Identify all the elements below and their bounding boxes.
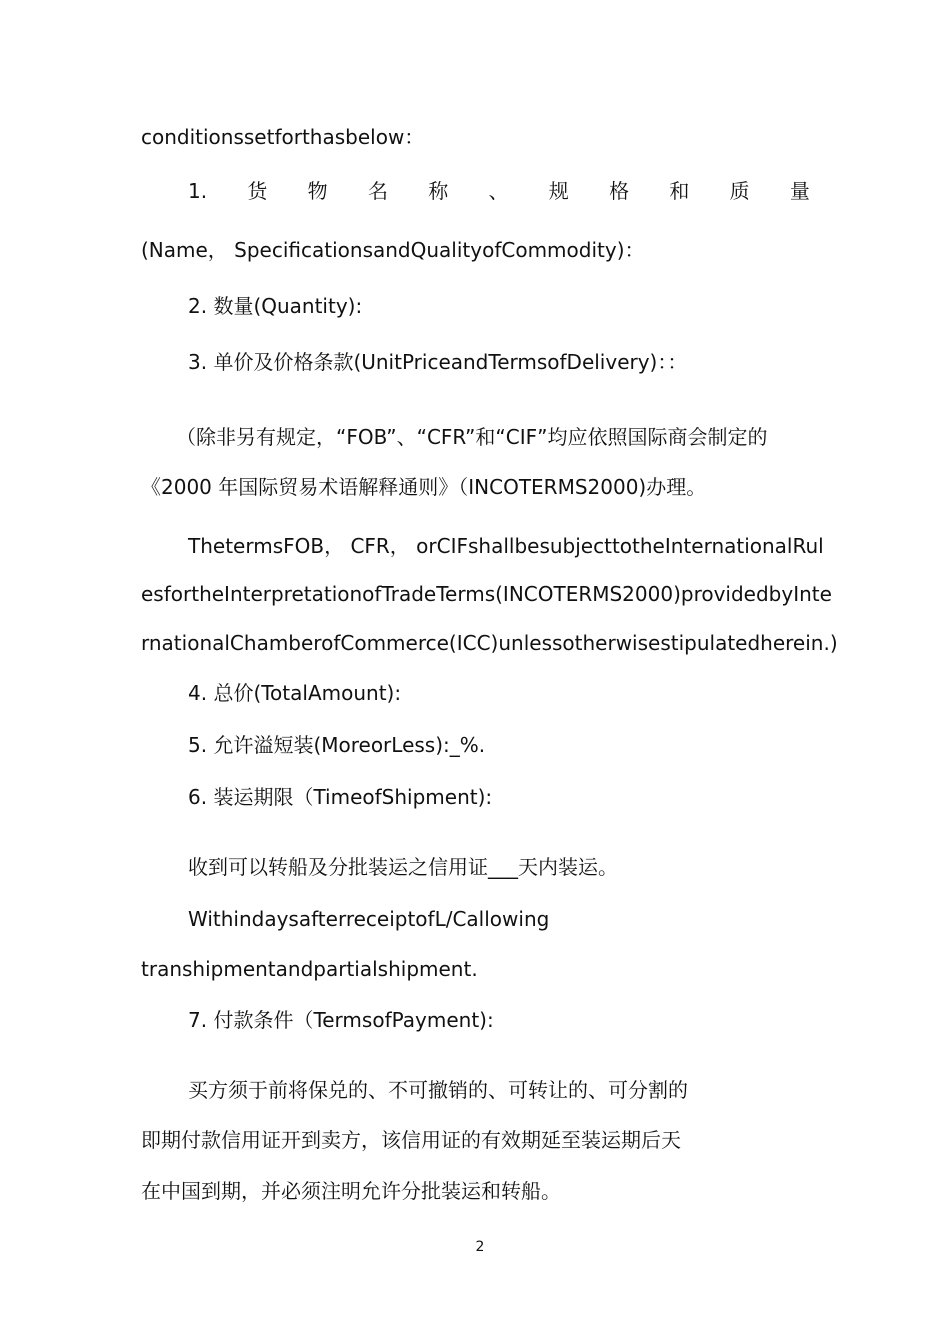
text-line: 收到可以转船及分批装运之信用证___天内装运。 (188, 855, 618, 879)
item-3-line: 3. 单价及价格条款(UnitPriceandTermsofDelivery)：： (188, 350, 688, 374)
heading-char: 格 (609, 179, 630, 203)
heading-char: 名 (367, 179, 388, 203)
text-line: ThetermsFOB， CFR， orCIFshallbesubjecttotheInternationalRul (188, 534, 824, 558)
text-line: WithindaysafterreceiptofL/Callowing (188, 907, 550, 931)
item-7-line: 7. 付款条件（TermsofPayment): (188, 1008, 494, 1032)
item-4-line: 4. 总价(TotalAmount): (188, 681, 402, 705)
text-line: 在中国到期，并必须注明允许分批装运和转船。 (141, 1179, 561, 1203)
heading-char: 、 (488, 179, 509, 203)
item-2-line: 2. 数量(Quantity): (188, 294, 363, 318)
heading-char: 称 (428, 179, 449, 203)
heading-char: 货 (247, 179, 268, 203)
text-line: 《2000 年国际贸易术语解释通则》（INCOTERMS2000)办理。 (141, 475, 707, 499)
heading-char: 量 (789, 179, 810, 203)
text-line: （除非另有规定，“FOB”、“CFR”和“CIF”均应依照国际商会制定的 (176, 425, 768, 449)
text-line: conditionssetforthasbelow： (141, 125, 425, 149)
item-number: 1. (188, 179, 208, 203)
item-6-line: 6. 装运期限（TimeofShipment): (188, 785, 493, 809)
text-line: esfortheInterpretationofTradeTerms(INCOTERMS2000)providedbyInte (141, 582, 832, 606)
text-line: transhipmentandpartialshipment. (141, 957, 478, 981)
heading-char: 和 (669, 179, 690, 203)
text-line: 即期付款信用证开到卖方，该信用证的有效期延至装运期后天 (141, 1128, 681, 1152)
item-1-heading (188, 178, 810, 204)
item-5-line: 5. 允许溢短装(MoreorLess):_%. (188, 733, 486, 757)
heading-char: 规 (548, 179, 569, 203)
heading-char: 质 (729, 179, 750, 203)
text-line: rnationalChamberofCommerce(ICC)unlessotherwisestipulatedherein.) (141, 631, 838, 655)
text-line: (Name， SpecificationsandQualityofCommodity)： (141, 238, 645, 262)
page-number: 2 (475, 1239, 485, 1255)
heading-char: 物 (307, 179, 328, 203)
text-line: 买方须于前将保兑的、不可撤销的、可转让的、可分割的 (188, 1078, 688, 1102)
